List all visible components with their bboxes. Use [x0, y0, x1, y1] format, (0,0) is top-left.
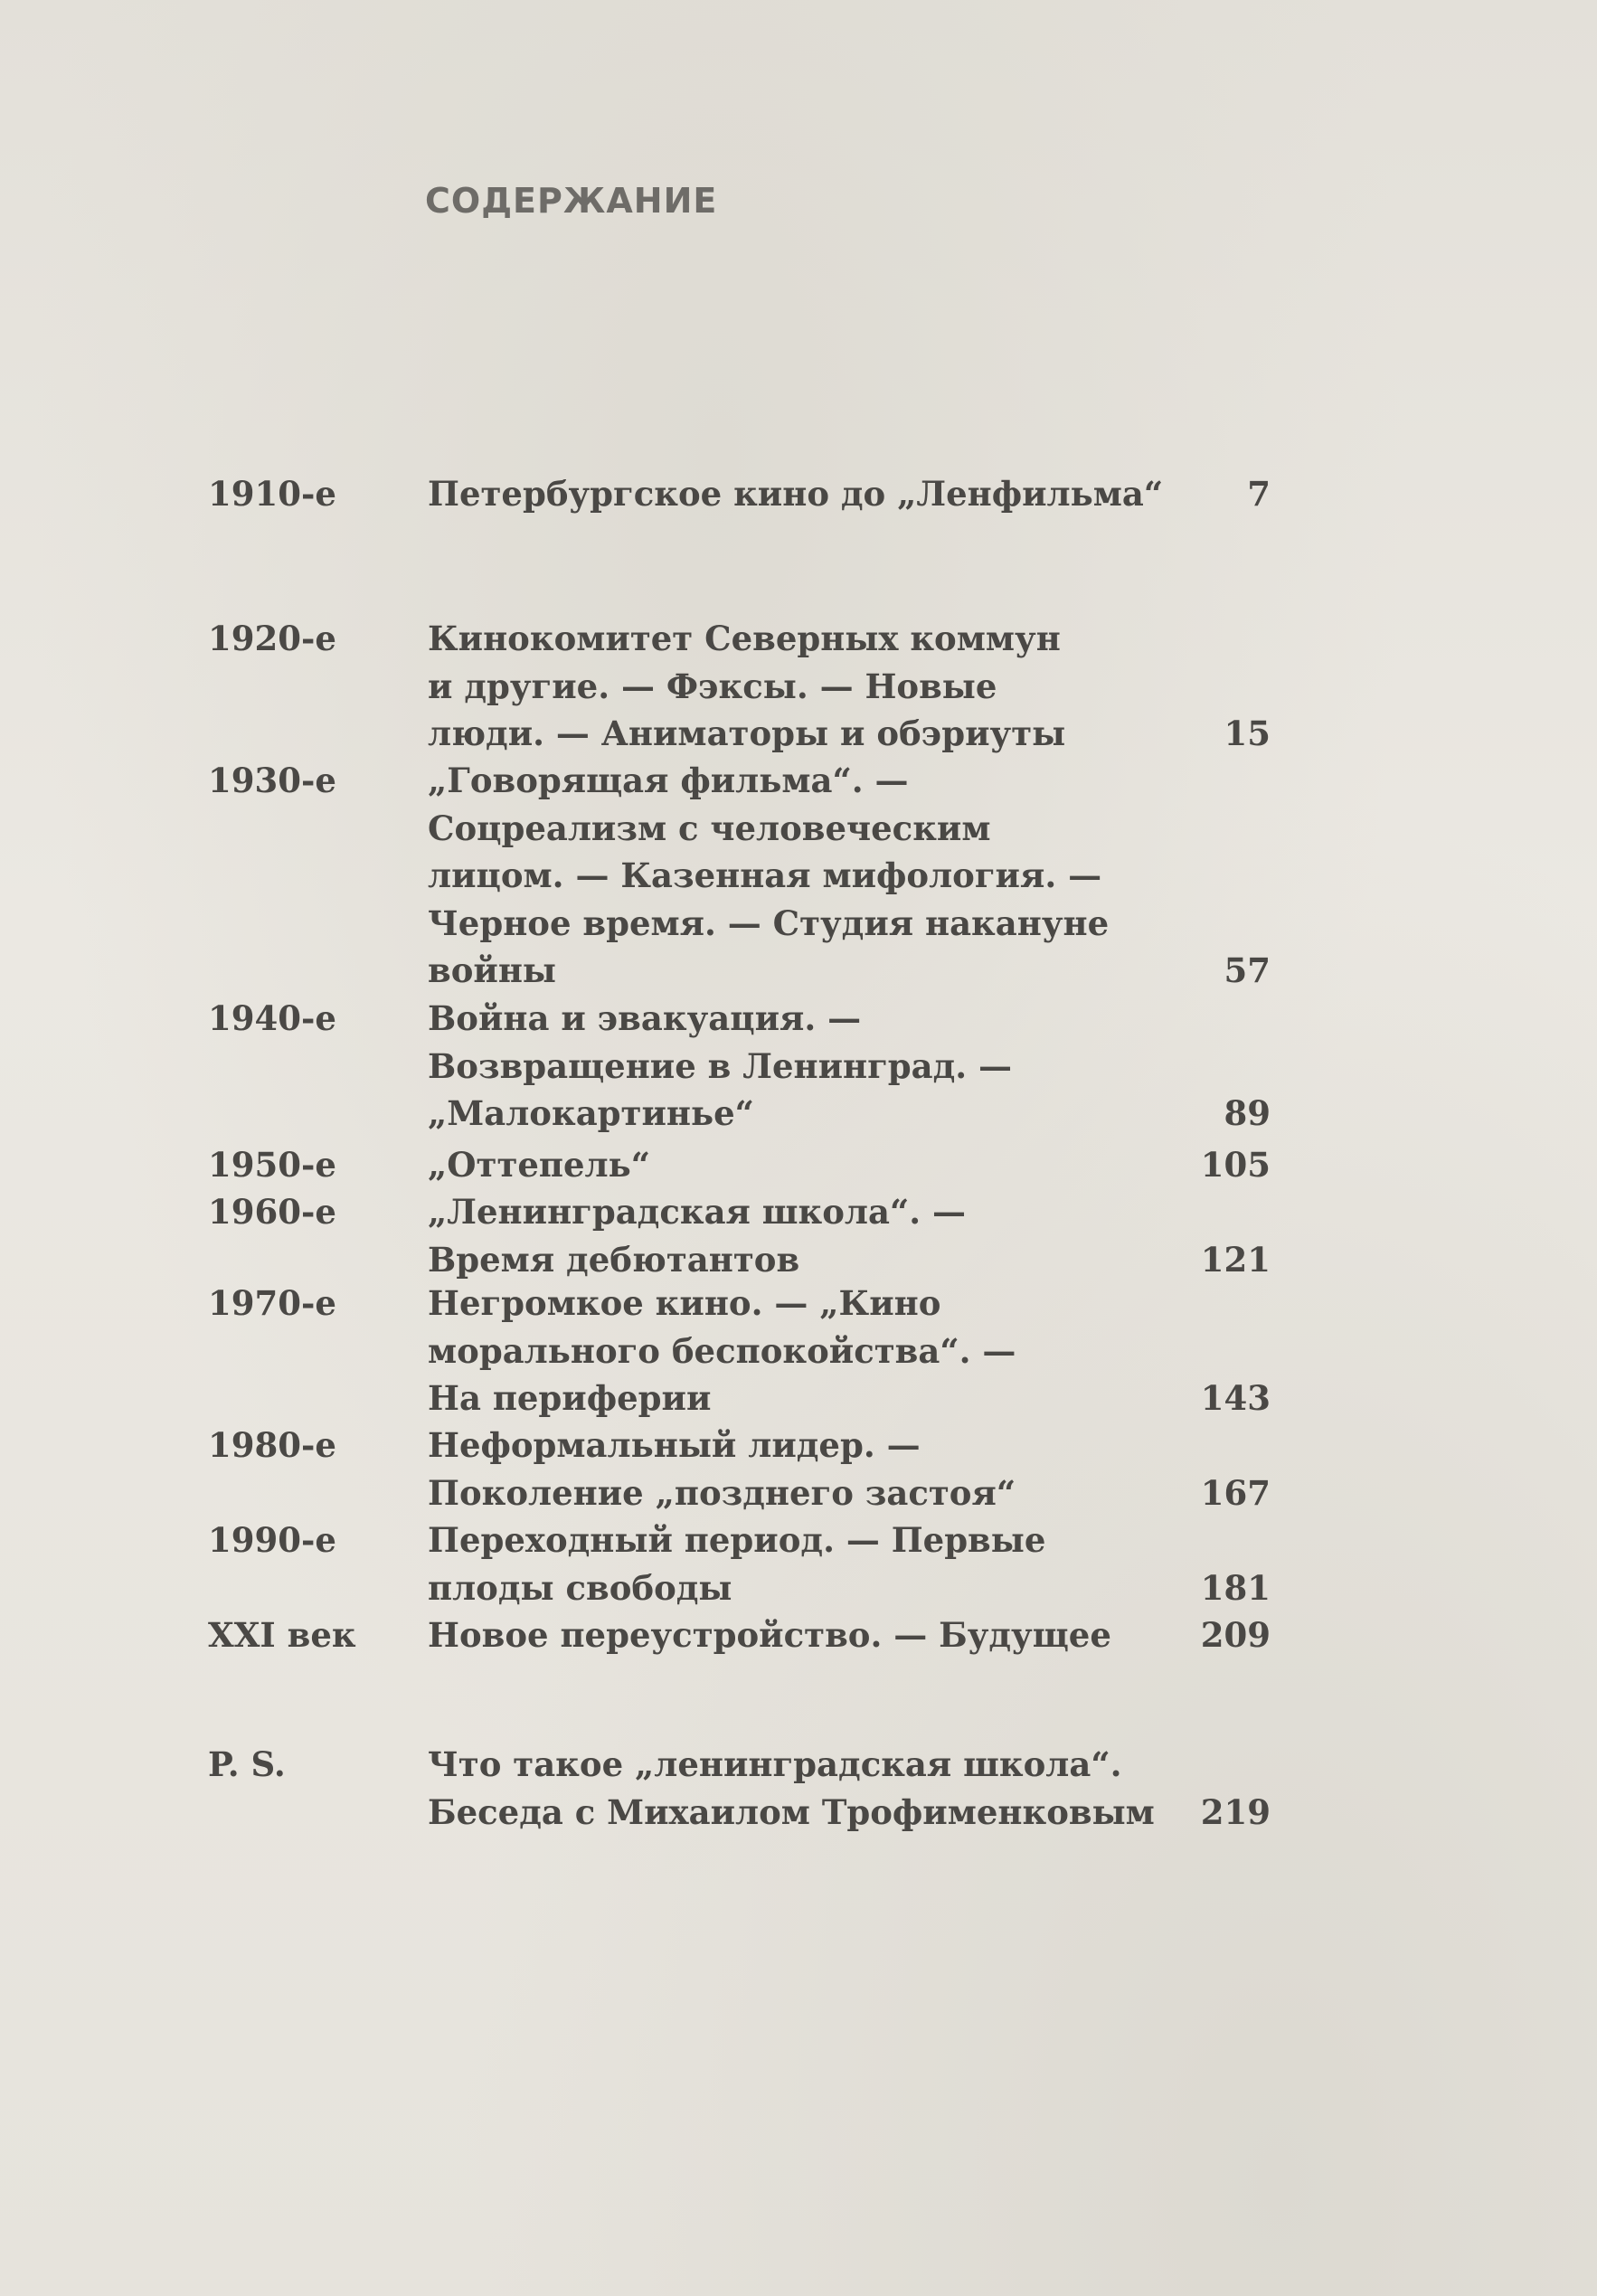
toc-title-line: Новое переустройство. — Будущее [428, 1615, 1111, 1655]
toc-title [428, 1611, 1115, 1659]
toc-period: P. S. [208, 1744, 286, 1784]
toc-title-line: Что такое „ленинградская школа“. [428, 1744, 1122, 1784]
toc-title-line: войны [428, 950, 557, 990]
toc-period: 1990-е [208, 1520, 336, 1560]
toc-title-line: люди. — Аниматоры и обэриуты [428, 713, 1066, 753]
toc-title-line: Черное время. — Студия накануне [428, 902, 1110, 943]
toc-period: 1980-е [208, 1425, 336, 1465]
toc-title [428, 757, 1115, 995]
contents-heading: СОДЕРЖАНИЕ [425, 181, 718, 221]
toc-title-line: Негромкое кино. — „Кино [428, 1283, 941, 1323]
toc-page-number: 15 [1224, 713, 1271, 753]
toc-title-line: Неформальный лидер. — [428, 1425, 921, 1465]
toc-title-line: Беседа с Михаилом Трофименковым [428, 1791, 1155, 1832]
toc-title-line: лицом. — Казенная мифология. — [428, 855, 1102, 895]
toc-period: 1970-е [208, 1283, 336, 1323]
toc-title-line: Война и эвакуация. — [428, 998, 862, 1038]
toc-title [428, 995, 1115, 1138]
toc-page-number: 167 [1200, 1472, 1271, 1513]
toc-page-number: 219 [1200, 1791, 1271, 1832]
toc-page-number: 89 [1224, 1093, 1271, 1133]
toc-title [428, 1516, 1115, 1611]
toc-period: 1920-е [208, 619, 336, 658]
toc-page-number: 181 [1200, 1567, 1271, 1608]
toc-title [428, 470, 1164, 518]
toc-period: 1960-е [208, 1192, 336, 1232]
toc-page-number: 57 [1224, 950, 1271, 990]
toc-title [428, 1188, 1115, 1283]
toc-page-number: 7 [1247, 474, 1271, 514]
toc-title-line: Возвращение в Ленинград. — [428, 1045, 1013, 1086]
toc-page-number: 105 [1200, 1145, 1271, 1185]
toc-page-number: 209 [1200, 1615, 1271, 1655]
toc-title-line: морального беспокойства“. — [428, 1330, 1016, 1371]
toc-title-line: Соцреализм с человеческим [428, 808, 991, 848]
toc-page-number: 121 [1200, 1239, 1271, 1280]
toc-title-line: „Малокартинье“ [428, 1093, 754, 1133]
toc-title-line: Переходный период. — Первые [428, 1520, 1046, 1560]
toc-period: 1940-е [208, 998, 336, 1038]
toc-title-line: Кинокомитет Северных коммун [428, 619, 1061, 658]
toc-title-line: На периферии [428, 1378, 712, 1418]
toc-title [428, 1280, 1115, 1422]
toc-period: 1910-е [208, 474, 336, 514]
toc-title-line: „Оттепель“ [428, 1145, 651, 1185]
toc-title-line: „Говорящая фильма“. — [428, 761, 909, 800]
toc-title [428, 1141, 1115, 1189]
toc-title-line: плоды свободы [428, 1567, 732, 1608]
toc-title [428, 1741, 1155, 1836]
toc-period: 1950-е [208, 1145, 336, 1185]
toc-title-line: Поколение „позднего застоя“ [428, 1472, 1016, 1513]
toc-title-line: и другие. — Фэксы. — Новые [428, 666, 997, 706]
toc-title-line: Время дебютантов [428, 1239, 800, 1280]
toc-period: 1930-е [208, 761, 336, 800]
toc-title-line: Петербургское кино до „Ленфильма“ [428, 474, 1164, 514]
toc-page-number: 143 [1200, 1378, 1271, 1418]
toc-title-line: „Ленинградская школа“. — [428, 1192, 967, 1232]
toc-period: XXI век [208, 1615, 356, 1655]
toc-title [428, 615, 1115, 758]
toc-title [428, 1422, 1115, 1516]
